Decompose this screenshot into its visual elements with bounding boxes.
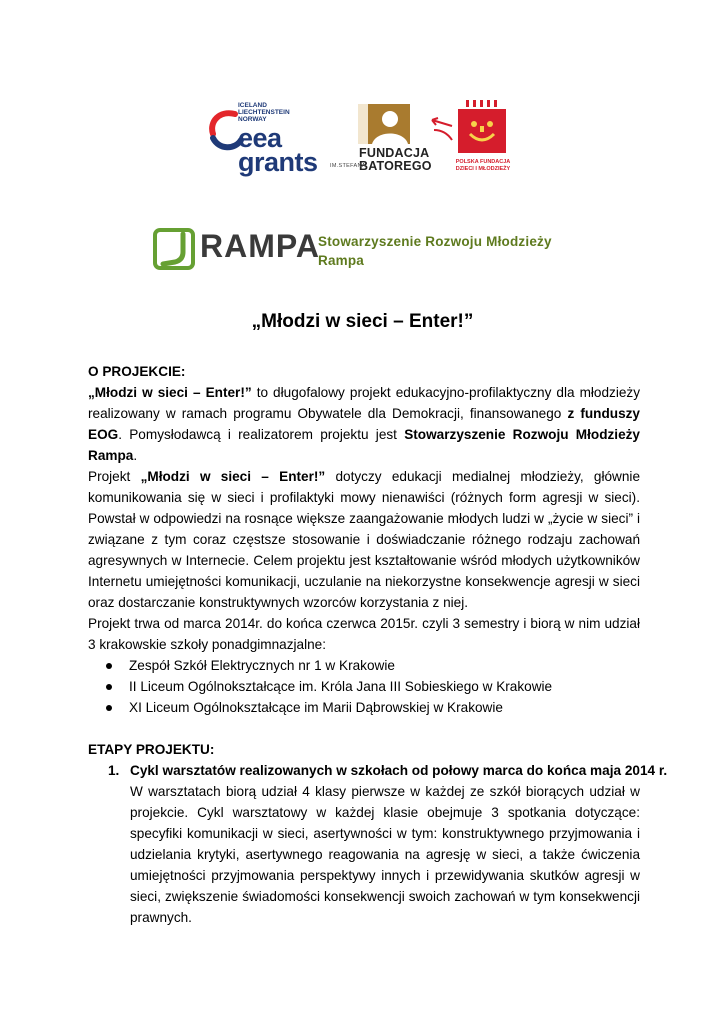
- batorego-word: BATOREGO: [359, 159, 432, 173]
- stage-body: W warsztatach biorą udział 4 klasy pierwsze w każdej ze szkół biorących udział w projekcie. Cykl warsztatowy w każdej klasie obejmuje 3 spotkania dotyczące: specyfiki komunikacji w sieci, asertywności w tym: konstruktywnego przyjmowania i udzielania krytyki, asertywnego reagowania na agresję w sieci, a także ćwiczenia umiejętności przyjmowania perspektywy innych i przewidywania skutków agresji w sieci, zwiększenie świadomości konsekwencji swoich zachowań w tym konsekwencji prawnych.: [130, 784, 640, 925]
- rampa-logo-icon: [153, 228, 195, 270]
- pfdim-arrows-icon: [430, 116, 456, 146]
- about-paragraph-2: [88, 466, 640, 613]
- schools-list: [106, 655, 640, 718]
- about-p1-text-1: to długofalowy projekt edukacyjno-profilaktyczny dla młodzieży realizowany w ramach programu Obywatele dla Demokracji, finansowanego: [88, 385, 641, 421]
- funds-text: z funduszy EOG: [88, 406, 640, 442]
- project-name: „Młodzi w sieci – Enter!”: [88, 385, 252, 400]
- school-name: II Liceum Ogólnokształcące im. Króla Jana III Sobieskiego w Krakowie: [129, 679, 553, 694]
- about-heading: O PROJEKCIE:: [88, 364, 186, 379]
- grants-word: grants: [238, 147, 318, 177]
- rampa-org-name-line-2: Rampa: [318, 253, 365, 268]
- list-item: [106, 655, 640, 676]
- eea-country-3: NORWAY: [238, 116, 267, 123]
- batory-emblem-icon: [358, 104, 410, 144]
- im-stefana-label: IM.STEFANA: [330, 163, 366, 169]
- list-item: [106, 676, 640, 697]
- pfdim-line-2: DZIECI I MŁODZIEŻY: [455, 165, 511, 172]
- pfdim-face-icon: [456, 100, 508, 156]
- about-p2-text-1: Projekt: [88, 469, 141, 484]
- document-body: [88, 361, 668, 928]
- stage-item: [88, 760, 668, 928]
- stage-number: 1.: [108, 763, 120, 778]
- about-p1-text-2: . Pomysłodawcą i realizatorem projektu jest: [118, 427, 405, 442]
- about-paragraph-1: [88, 382, 640, 466]
- fundacja-word: FUNDACJA: [359, 146, 430, 160]
- page-title: „Młodzi w sieci – Enter!”: [251, 311, 474, 332]
- about-p2-text-2: dotyczy edukacji medialnej młodzieży, głównie komunikowania się w sieci i profilaktyki mowy nienawiści (różnych form agresji w sieci). Powstał w odpowiedzi na rosnące większe zaangażowanie młodych ludzi w „życie w sieci” i związane z tym coraz częstsze stosowanie i doświadczanie różnego rodzaju zachowań agresywnych w Internecie. Celem projektu jest kształtowanie wśród młodych użytkowników Internetu umiejętności komunikacji, uczulanie na niekorzystne konsekwencje agresji w sieci oraz dostarczanie konstruktywnych wzorców korzystania z niej.: [88, 469, 641, 610]
- stage-title: Cykl warsztatów realizowanych w szkołach od połowy marca do końca maja 2014 r.: [130, 763, 668, 778]
- organization-name: Stowarzyszenie Rozwoju Młodzieży Rampa: [88, 427, 640, 463]
- bullet-icon: [106, 705, 112, 711]
- school-name: Zespół Szkół Elektrycznych nr 1 w Krakowie: [129, 658, 395, 673]
- stages-heading: ETAPY PROJEKTU:: [88, 742, 215, 757]
- eea-word: eea: [238, 123, 282, 153]
- list-item: [106, 697, 640, 718]
- rampa-org-name-line-1: Stowarzyszenie Rozwoju Młodzieży: [318, 234, 552, 249]
- eea-grants-logo: [205, 100, 320, 178]
- pfdim-line-1: POLSKA FUNDACJA: [455, 159, 511, 165]
- project-name-2: „Młodzi w sieci – Enter!”: [140, 469, 326, 484]
- rampa-wordmark: RAMPA: [200, 228, 320, 264]
- bullet-icon: [106, 684, 112, 690]
- batory-logo: [330, 104, 432, 174]
- about-paragraph-3: Projekt trwa od marca 2014r. do końca czerwca 2015r. czyli 3 semestry i biorą w nim udział 3 krakowskie szkoły ponadgimnazjalne:: [88, 616, 640, 652]
- pfdim-logo: [430, 100, 520, 178]
- about-p1-text-3: .: [133, 448, 138, 463]
- school-name: XI Liceum Ogólnokształcące im Marii Dąbrowskiej w Krakowie: [129, 700, 503, 715]
- eea-country-2: LIECHTENSTEIN: [238, 109, 290, 116]
- bullet-icon: [106, 663, 112, 669]
- eea-country-1: ICELAND: [238, 102, 267, 109]
